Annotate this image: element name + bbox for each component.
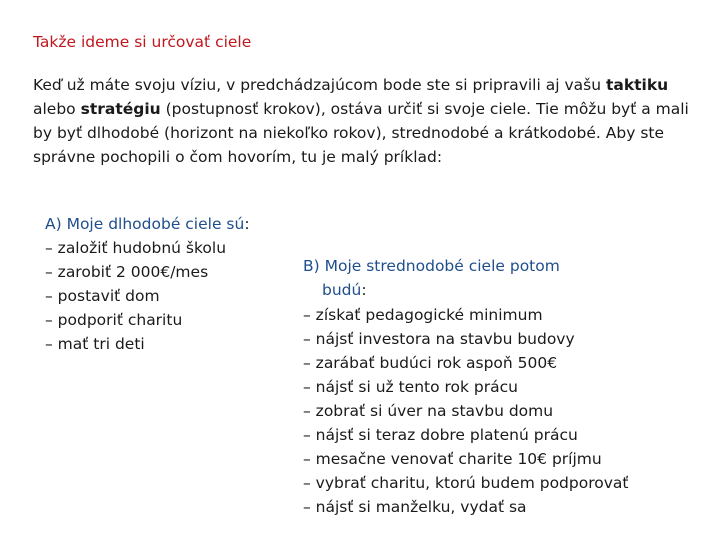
list-item: – zobrať si úver na stavbu domu [303, 402, 554, 420]
section-a-heading-text: A) Moje dlhodobé ciele sú [45, 215, 245, 233]
section-long-term-goals [45, 212, 295, 356]
slide-title: Takže ideme si určovať ciele [33, 33, 252, 51]
intro-text-1: Keď už máte svoju víziu, v predchádzajúcom bode ste si pripravili aj vašu [33, 76, 606, 94]
list-item: – nájsť si manželku, vydať sa [303, 498, 527, 516]
list-item: – postaviť dom [45, 287, 160, 305]
section-b-heading-line1: B) Moje strednodobé ciele potom [303, 257, 560, 275]
intro-text-3: (postupnosť krokov), ostáva určiť si svoje ciele. Tie môžu byť a mali by byť dlhodobé (horizont na niekoľko rokov), strednodobé a krátkodobé. Aby ste správne pochopili o čom hovorím, tu je malý príklad: [33, 100, 689, 166]
section-b-list [303, 303, 703, 519]
section-b-colon: : [361, 281, 367, 299]
intro-paragraph [33, 73, 693, 169]
section-b-heading [303, 254, 703, 302]
section-a-colon: : [244, 215, 250, 233]
list-item: – podporiť charitu [45, 311, 183, 329]
list-item: – získať pedagogické minimum [303, 306, 543, 324]
section-b-heading-line2: budú [322, 281, 362, 299]
section-mid-term-goals [303, 254, 703, 519]
intro-bold-strategiu: stratégiu [80, 100, 161, 118]
list-item: – nájsť si už tento rok prácu [303, 378, 518, 396]
list-item: – založiť hudobnú školu [45, 239, 227, 257]
section-a-list [45, 236, 295, 356]
list-item: – vybrať charitu, ktorú budem podporovať [303, 474, 629, 492]
list-item: – mesačne venovať charite 10€ príjmu [303, 450, 602, 468]
list-item: – zarábať budúci rok aspoň 500€ [303, 354, 558, 372]
intro-bold-taktiku: taktiku [605, 76, 669, 94]
list-item: – zarobiť 2 000€/mes [45, 263, 209, 281]
section-b-heading-line2-wrap [303, 278, 703, 302]
list-item: – mať tri deti [45, 335, 145, 353]
section-a-heading [45, 212, 295, 236]
intro-text-2: alebo [33, 100, 81, 118]
list-item: – nájsť si teraz dobre platenú prácu [303, 426, 578, 444]
list-item: – nájsť investora na stavbu budovy [303, 330, 575, 348]
